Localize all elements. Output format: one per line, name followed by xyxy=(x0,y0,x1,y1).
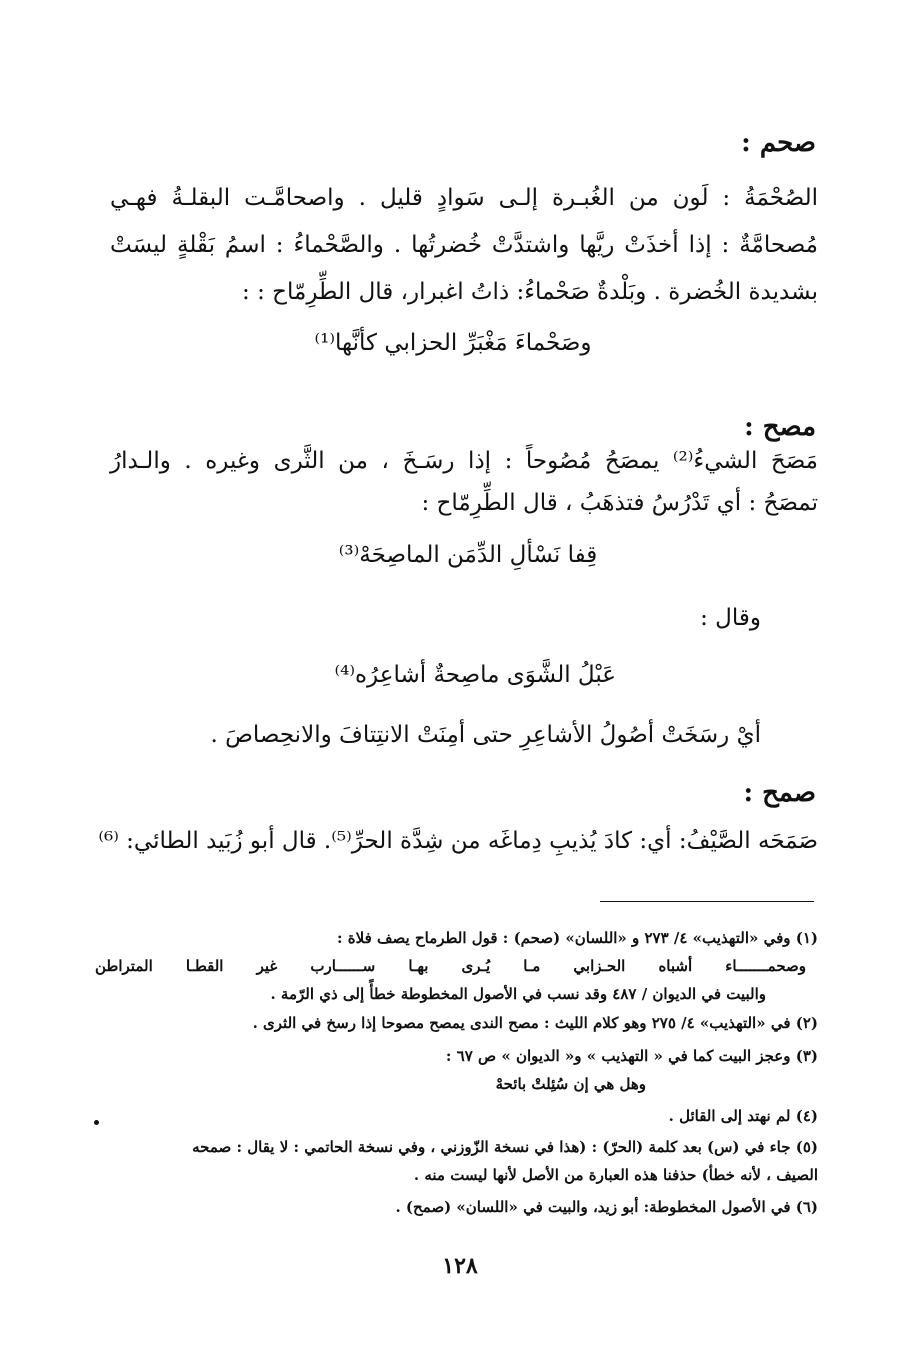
entry-heading: صحم : xyxy=(741,128,816,158)
entry-text-line: مَصَحَ الشيءُ⁽²⁾ يمصَحُ مُصُوحاً : إذا رسَـخَ ، من الثَّرى وغيره . والـدارُ xyxy=(110,448,818,474)
footnote-2: (٢) في «التهذيب» ٤/ ٢٧٥ وهو كلام الليث : مصح الندى يمصح مصوحا إذا رسخ في الثرى . xyxy=(252,1014,818,1032)
footnote-separator xyxy=(600,901,814,902)
footnote-5-continued: الصيف ، لأنه خطأ) حذفنا هذه العبارة من الأصل لأنها ليست منه . xyxy=(413,1166,818,1184)
entry-text-line: الصُحْمَةُ : لَون من الغُبـرة إلـى سَوادٍ قليل . واصحامَّـت البقلـةُ فهـي xyxy=(110,185,818,211)
verse-line: عَبْلُ الشَّوَى ماصِحةٌ أشاعِرُه⁽⁴⁾ xyxy=(334,662,616,688)
margin-dot xyxy=(94,1120,99,1125)
entry-text-line: مُصحامَّةٌ : إذا أخذَتْ ريَّها واشتدَّتْ خُضرتُها . والصَّحْماءُ : اسمُ بَقْلةٍ ليسَتْ xyxy=(110,232,818,258)
entry-text-line: صَمَحَه الصَّيْفُ: أي: كادَ يُذيبِ دِماغَه من شِدَّة الحرِّ⁽⁵⁾. قال أبو زُبَيد الطائي: ⁽⁶⁾ xyxy=(98,828,818,854)
verse-line: وصَحْماءَ مَغْبَرِّ الحزابي كأنَّها⁽¹⁾ xyxy=(314,330,592,356)
entry-heading: صمح : xyxy=(743,778,816,808)
wa-qala-text: وقال : xyxy=(700,605,761,631)
page-number: ١٢٨ xyxy=(442,1253,478,1279)
entry-text-line: أيْ رسَخَتْ أصُولُ الأشاعِرِ حتى أمِنَتْ الانتِتافَ والانحِصاصَ . xyxy=(210,722,761,748)
footnote-4: (٤) لم نهتد إلى القائل . xyxy=(668,1107,818,1125)
entry-text-line: بشديدة الخُضرة . وبَلْدةٌ صَحْماءُ: ذاتُ اغبرار، قال الطِّرِمّاح : : xyxy=(242,279,818,305)
footnote-1-verse: وصحمـــــــاء أشباه الحـزابي مـا يُـرى بهـا ســــــارب غير القطـا المتراطن xyxy=(95,957,806,975)
entry-heading: مصح : xyxy=(744,412,816,442)
footnote-3-verse: وهل هي إن سُئِلتْ بائحهْ xyxy=(495,1075,646,1093)
footnote-3: (٣) وعجز البيت كما في « التهذيب » و« الديوان » ص ٦٧ : xyxy=(445,1047,818,1065)
footnote-1-continued: والبيت في الديوان / ٤٨٧ وقد نسب في الأصول المخطوطة خطأً إلى ذي الرّمة . xyxy=(270,985,766,1003)
footnote-6: (٦) في الأصول المخطوطة: أبو زيد، والبيت في «اللسان» (صمح) . xyxy=(395,1198,818,1216)
footnote-1: (١) وفي «التهذيب» ٤/ ٢٧٣ و «اللسان» (صحم) : قول الطرماح يصف فلاة : xyxy=(337,929,818,947)
verse-line: قِفا نَسْألِ الدِّمَن الماصِحَهْ⁽³⁾ xyxy=(338,542,598,568)
footnote-5: (٥) جاء في (س) بعد كلمة (الحرّ) : (هذا في نسخة الزّوزني ، وفي نسخة الحاتمي : لا يقال : صمحه xyxy=(192,1138,818,1156)
entry-text-line: تمصَحُ : أي تَدْرُسُ فتذهَبُ ، قال الطِّرِمّاح : xyxy=(421,490,818,516)
